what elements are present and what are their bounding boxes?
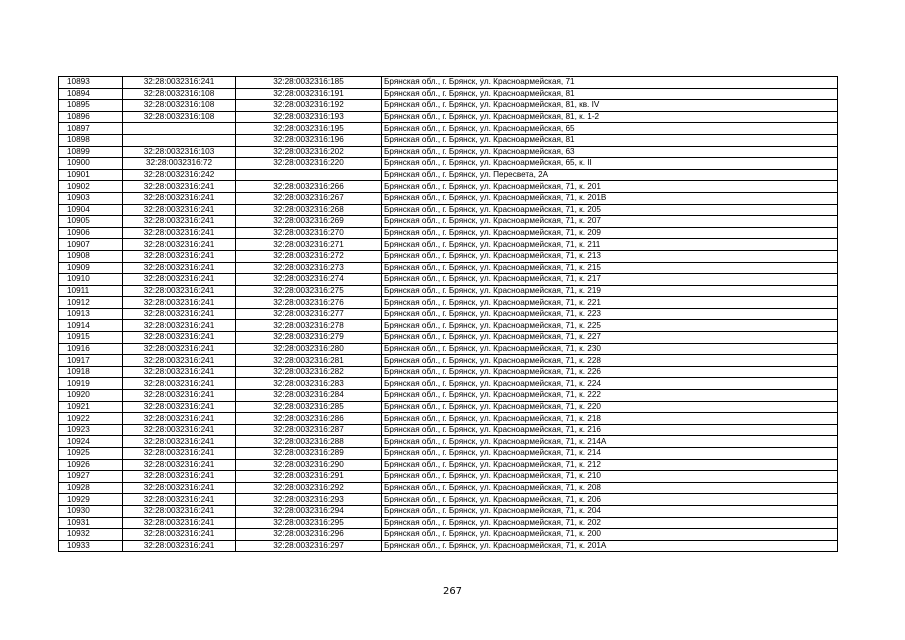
address-cell: Брянская обл., г. Брянск, ул. Красноармейская, 71, к. 219 <box>382 285 838 297</box>
land-cadastral-number-cell: 32:28:0032316:241 <box>123 274 236 286</box>
address-cell: Брянская обл., г. Брянск, ул. Красноармейская, 71, к. 216 <box>382 424 838 436</box>
row-number-cell: 10909 <box>59 262 123 274</box>
table-row <box>59 343 838 355</box>
address-cell: Брянская обл., г. Брянск, ул. Красноармейская, 81, к. 1-2 <box>382 111 838 123</box>
object-cadastral-number-cell: 32:28:0032316:286 <box>236 413 382 425</box>
row-number-cell: 10926 <box>59 459 123 471</box>
land-cadastral-number-cell <box>123 134 236 146</box>
address-cell: Брянская обл., г. Брянск, ул. Красноармейская, 71, к. 221 <box>382 297 838 309</box>
table-row <box>59 297 838 309</box>
row-number-cell: 10929 <box>59 494 123 506</box>
table-row <box>59 505 838 517</box>
table-row <box>59 250 838 262</box>
object-cadastral-number-cell: 32:28:0032316:270 <box>236 227 382 239</box>
table-row <box>59 192 838 204</box>
object-cadastral-number-cell: 32:28:0032316:195 <box>236 123 382 135</box>
registry-table <box>58 76 838 552</box>
object-cadastral-number-cell: 32:28:0032316:297 <box>236 540 382 552</box>
object-cadastral-number-cell: 32:28:0032316:278 <box>236 320 382 332</box>
row-number-cell: 10905 <box>59 216 123 228</box>
address-cell: Брянская обл., г. Брянск, ул. Красноармейская, 81 <box>382 134 838 146</box>
object-cadastral-number-cell: 32:28:0032316:191 <box>236 88 382 100</box>
table-row <box>59 100 838 112</box>
row-number-cell: 10903 <box>59 192 123 204</box>
land-cadastral-number-cell: 32:28:0032316:241 <box>123 320 236 332</box>
row-number-cell: 10897 <box>59 123 123 135</box>
address-cell: Брянская обл., г. Брянск, ул. Красноармейская, 65 <box>382 123 838 135</box>
row-number-cell: 10916 <box>59 343 123 355</box>
table-row <box>59 88 838 100</box>
table-row <box>59 169 838 181</box>
page-number: 267 <box>442 586 463 597</box>
table-row <box>59 378 838 390</box>
land-cadastral-number-cell: 32:28:0032316:108 <box>123 88 236 100</box>
row-number-cell: 10898 <box>59 134 123 146</box>
address-cell: Брянская обл., г. Брянск, ул. Красноармейская, 71, к. 208 <box>382 482 838 494</box>
object-cadastral-number-cell: 32:28:0032316:295 <box>236 517 382 529</box>
row-number-cell: 10917 <box>59 355 123 367</box>
land-cadastral-number-cell: 32:28:0032316:241 <box>123 424 236 436</box>
land-cadastral-number-cell: 32:28:0032316:241 <box>123 529 236 541</box>
address-cell: Брянская обл., г. Брянск, ул. Красноармейская, 71, к. 205 <box>382 204 838 216</box>
table-row <box>59 111 838 123</box>
table-row <box>59 355 838 367</box>
land-cadastral-number-cell: 32:28:0032316:72 <box>123 158 236 170</box>
land-cadastral-number-cell: 32:28:0032316:108 <box>123 111 236 123</box>
table-row <box>59 262 838 274</box>
object-cadastral-number-cell: 32:28:0032316:267 <box>236 192 382 204</box>
land-cadastral-number-cell: 32:28:0032316:241 <box>123 436 236 448</box>
land-cadastral-number-cell: 32:28:0032316:241 <box>123 332 236 344</box>
object-cadastral-number-cell: 32:28:0032316:269 <box>236 216 382 228</box>
land-cadastral-number-cell: 32:28:0032316:241 <box>123 471 236 483</box>
land-cadastral-number-cell: 32:28:0032316:241 <box>123 297 236 309</box>
table-row <box>59 390 838 402</box>
table-row <box>59 332 838 344</box>
land-cadastral-number-cell: 32:28:0032316:241 <box>123 285 236 297</box>
object-cadastral-number-cell: 32:28:0032316:275 <box>236 285 382 297</box>
land-cadastral-number-cell: 32:28:0032316:241 <box>123 505 236 517</box>
table-row <box>59 401 838 413</box>
address-cell: Брянская обл., г. Брянск, ул. Красноармейская, 71, к. 200 <box>382 529 838 541</box>
table-row <box>59 134 838 146</box>
object-cadastral-number-cell: 32:28:0032316:266 <box>236 181 382 193</box>
row-number-cell: 10933 <box>59 540 123 552</box>
address-cell: Брянская обл., г. Брянск, ул. Красноармейская, 71, к. 204 <box>382 505 838 517</box>
object-cadastral-number-cell: 32:28:0032316:196 <box>236 134 382 146</box>
address-cell: Брянская обл., г. Брянск, ул. Красноармейская, 71, к. 209 <box>382 227 838 239</box>
row-number-cell: 10900 <box>59 158 123 170</box>
table-row <box>59 436 838 448</box>
land-cadastral-number-cell: 32:28:0032316:241 <box>123 482 236 494</box>
address-cell: Брянская обл., г. Брянск, ул. Красноармейская, 71 <box>382 77 838 89</box>
row-number-cell: 10915 <box>59 332 123 344</box>
land-cadastral-number-cell: 32:28:0032316:241 <box>123 355 236 367</box>
table-row <box>59 274 838 286</box>
table-row <box>59 320 838 332</box>
land-cadastral-number-cell: 32:28:0032316:241 <box>123 366 236 378</box>
row-number-cell: 10911 <box>59 285 123 297</box>
table-row <box>59 517 838 529</box>
address-cell: Брянская обл., г. Брянск, ул. Красноармейская, 71, к. 212 <box>382 459 838 471</box>
land-cadastral-number-cell: 32:28:0032316:241 <box>123 390 236 402</box>
address-cell: Брянская обл., г. Брянск, ул. Красноармейская, 71, к. 214 <box>382 448 838 460</box>
land-cadastral-number-cell: 32:28:0032316:241 <box>123 227 236 239</box>
address-cell: Брянская обл., г. Брянск, ул. Красноармейская, 71, к. 226 <box>382 366 838 378</box>
row-number-cell: 10899 <box>59 146 123 158</box>
object-cadastral-number-cell <box>236 169 382 181</box>
object-cadastral-number-cell: 32:28:0032316:296 <box>236 529 382 541</box>
land-cadastral-number-cell: 32:28:0032316:241 <box>123 459 236 471</box>
row-number-cell: 10901 <box>59 169 123 181</box>
table-row <box>59 158 838 170</box>
land-cadastral-number-cell: 32:28:0032316:108 <box>123 100 236 112</box>
land-cadastral-number-cell: 32:28:0032316:241 <box>123 308 236 320</box>
row-number-cell: 10918 <box>59 366 123 378</box>
table-row <box>59 216 838 228</box>
address-cell: Брянская обл., г. Брянск, ул. Красноармейская, 71, к. 211 <box>382 239 838 251</box>
address-cell: Брянская обл., г. Брянск, ул. Красноармейская, 71, к. 201А <box>382 540 838 552</box>
address-cell: Брянская обл., г. Брянск, ул. Красноармейская, 71, к. 223 <box>382 308 838 320</box>
object-cadastral-number-cell: 32:28:0032316:192 <box>236 100 382 112</box>
object-cadastral-number-cell: 32:28:0032316:268 <box>236 204 382 216</box>
address-cell: Брянская обл., г. Брянск, ул. Красноармейская, 71, к. 228 <box>382 355 838 367</box>
address-cell: Брянская обл., г. Брянск, ул. Красноармейская, 63 <box>382 146 838 158</box>
table-row <box>59 459 838 471</box>
address-cell: Брянская обл., г. Брянск, ул. Пересвета, 2А <box>382 169 838 181</box>
row-number-cell: 10922 <box>59 413 123 425</box>
object-cadastral-number-cell: 32:28:0032316:290 <box>236 459 382 471</box>
object-cadastral-number-cell: 32:28:0032316:279 <box>236 332 382 344</box>
address-cell: Брянская обл., г. Брянск, ул. Красноармейская, 71, к. 230 <box>382 343 838 355</box>
address-cell: Брянская обл., г. Брянск, ул. Красноармейская, 65, к. II <box>382 158 838 170</box>
land-cadastral-number-cell: 32:28:0032316:241 <box>123 343 236 355</box>
table-row <box>59 482 838 494</box>
object-cadastral-number-cell: 32:28:0032316:277 <box>236 308 382 320</box>
address-cell: Брянская обл., г. Брянск, ул. Красноармейская, 71, к. 224 <box>382 378 838 390</box>
row-number-cell: 10912 <box>59 297 123 309</box>
row-number-cell: 10896 <box>59 111 123 123</box>
address-cell: Брянская обл., г. Брянск, ул. Красноармейская, 81, кв. IV <box>382 100 838 112</box>
object-cadastral-number-cell: 32:28:0032316:292 <box>236 482 382 494</box>
address-cell: Брянская обл., г. Брянск, ул. Красноармейская, 71, к. 220 <box>382 401 838 413</box>
table-row <box>59 239 838 251</box>
row-number-cell: 10914 <box>59 320 123 332</box>
address-cell: Брянская обл., г. Брянск, ул. Красноармейская, 81 <box>382 88 838 100</box>
table-row <box>59 471 838 483</box>
object-cadastral-number-cell: 32:28:0032316:272 <box>236 250 382 262</box>
table-row <box>59 540 838 552</box>
table-row <box>59 285 838 297</box>
land-cadastral-number-cell: 32:28:0032316:103 <box>123 146 236 158</box>
row-number-cell: 10908 <box>59 250 123 262</box>
row-number-cell: 10921 <box>59 401 123 413</box>
object-cadastral-number-cell: 32:28:0032316:271 <box>236 239 382 251</box>
land-cadastral-number-cell <box>123 123 236 135</box>
address-cell: Брянская обл., г. Брянск, ул. Красноармейская, 71, к. 215 <box>382 262 838 274</box>
object-cadastral-number-cell: 32:28:0032316:288 <box>236 436 382 448</box>
land-cadastral-number-cell: 32:28:0032316:241 <box>123 181 236 193</box>
row-number-cell: 10920 <box>59 390 123 402</box>
row-number-cell: 10913 <box>59 308 123 320</box>
land-cadastral-number-cell: 32:28:0032316:242 <box>123 169 236 181</box>
object-cadastral-number-cell: 32:28:0032316:273 <box>236 262 382 274</box>
land-cadastral-number-cell: 32:28:0032316:241 <box>123 378 236 390</box>
row-number-cell: 10924 <box>59 436 123 448</box>
object-cadastral-number-cell: 32:28:0032316:282 <box>236 366 382 378</box>
land-cadastral-number-cell: 32:28:0032316:241 <box>123 216 236 228</box>
object-cadastral-number-cell: 32:28:0032316:287 <box>236 424 382 436</box>
row-number-cell: 10906 <box>59 227 123 239</box>
row-number-cell: 10927 <box>59 471 123 483</box>
table-row <box>59 366 838 378</box>
land-cadastral-number-cell: 32:28:0032316:241 <box>123 262 236 274</box>
row-number-cell: 10902 <box>59 181 123 193</box>
object-cadastral-number-cell: 32:28:0032316:185 <box>236 77 382 89</box>
table-row <box>59 308 838 320</box>
address-cell: Брянская обл., г. Брянск, ул. Красноармейская, 71, к. 217 <box>382 274 838 286</box>
object-cadastral-number-cell: 32:28:0032316:202 <box>236 146 382 158</box>
row-number-cell: 10893 <box>59 77 123 89</box>
table-row <box>59 227 838 239</box>
land-cadastral-number-cell: 32:28:0032316:241 <box>123 448 236 460</box>
land-cadastral-number-cell: 32:28:0032316:241 <box>123 204 236 216</box>
address-cell: Брянская обл., г. Брянск, ул. Красноармейская, 71, к. 225 <box>382 320 838 332</box>
table-row <box>59 413 838 425</box>
row-number-cell: 10932 <box>59 529 123 541</box>
row-number-cell: 10931 <box>59 517 123 529</box>
row-number-cell: 10904 <box>59 204 123 216</box>
object-cadastral-number-cell: 32:28:0032316:283 <box>236 378 382 390</box>
land-cadastral-number-cell: 32:28:0032316:241 <box>123 239 236 251</box>
row-number-cell: 10907 <box>59 239 123 251</box>
land-cadastral-number-cell: 32:28:0032316:241 <box>123 540 236 552</box>
object-cadastral-number-cell: 32:28:0032316:284 <box>236 390 382 402</box>
address-cell: Брянская обл., г. Брянск, ул. Красноармейская, 71, к. 202 <box>382 517 838 529</box>
row-number-cell: 10919 <box>59 378 123 390</box>
table-row <box>59 77 838 89</box>
land-cadastral-number-cell: 32:28:0032316:241 <box>123 413 236 425</box>
table-row <box>59 181 838 193</box>
row-number-cell: 10894 <box>59 88 123 100</box>
table-row <box>59 123 838 135</box>
address-cell: Брянская обл., г. Брянск, ул. Красноармейская, 71, к. 207 <box>382 216 838 228</box>
table-row <box>59 424 838 436</box>
land-cadastral-number-cell: 32:28:0032316:241 <box>123 192 236 204</box>
address-cell: Брянская обл., г. Брянск, ул. Красноармейская, 71, к. 218 <box>382 413 838 425</box>
object-cadastral-number-cell: 32:28:0032316:293 <box>236 494 382 506</box>
row-number-cell: 10895 <box>59 100 123 112</box>
land-cadastral-number-cell: 32:28:0032316:241 <box>123 77 236 89</box>
address-cell: Брянская обл., г. Брянск, ул. Красноармейская, 71, к. 210 <box>382 471 838 483</box>
row-number-cell: 10928 <box>59 482 123 494</box>
table-row <box>59 529 838 541</box>
land-cadastral-number-cell: 32:28:0032316:241 <box>123 250 236 262</box>
registry-table-body <box>59 77 838 552</box>
object-cadastral-number-cell: 32:28:0032316:193 <box>236 111 382 123</box>
address-cell: Брянская обл., г. Брянск, ул. Красноармейская, 71, к. 214А <box>382 436 838 448</box>
object-cadastral-number-cell: 32:28:0032316:274 <box>236 274 382 286</box>
address-cell: Брянская обл., г. Брянск, ул. Красноармейская, 71, к. 206 <box>382 494 838 506</box>
object-cadastral-number-cell: 32:28:0032316:285 <box>236 401 382 413</box>
row-number-cell: 10925 <box>59 448 123 460</box>
land-cadastral-number-cell: 32:28:0032316:241 <box>123 517 236 529</box>
land-cadastral-number-cell: 32:28:0032316:241 <box>123 401 236 413</box>
address-cell: Брянская обл., г. Брянск, ул. Красноармейская, 71, к. 222 <box>382 390 838 402</box>
land-cadastral-number-cell: 32:28:0032316:241 <box>123 494 236 506</box>
object-cadastral-number-cell: 32:28:0032316:220 <box>236 158 382 170</box>
row-number-cell: 10910 <box>59 274 123 286</box>
row-number-cell: 10923 <box>59 424 123 436</box>
address-cell: Брянская обл., г. Брянск, ул. Красноармейская, 71, к. 227 <box>382 332 838 344</box>
table-row <box>59 494 838 506</box>
address-cell: Брянская обл., г. Брянск, ул. Красноармейская, 71, к. 201В <box>382 192 838 204</box>
object-cadastral-number-cell: 32:28:0032316:289 <box>236 448 382 460</box>
object-cadastral-number-cell: 32:28:0032316:291 <box>236 471 382 483</box>
object-cadastral-number-cell: 32:28:0032316:281 <box>236 355 382 367</box>
table-row <box>59 146 838 158</box>
object-cadastral-number-cell: 32:28:0032316:294 <box>236 505 382 517</box>
table-row <box>59 448 838 460</box>
address-cell: Брянская обл., г. Брянск, ул. Красноармейская, 71, к. 213 <box>382 250 838 262</box>
table-row <box>59 204 838 216</box>
object-cadastral-number-cell: 32:28:0032316:280 <box>236 343 382 355</box>
row-number-cell: 10930 <box>59 505 123 517</box>
object-cadastral-number-cell: 32:28:0032316:276 <box>236 297 382 309</box>
address-cell: Брянская обл., г. Брянск, ул. Красноармейская, 71, к. 201 <box>382 181 838 193</box>
